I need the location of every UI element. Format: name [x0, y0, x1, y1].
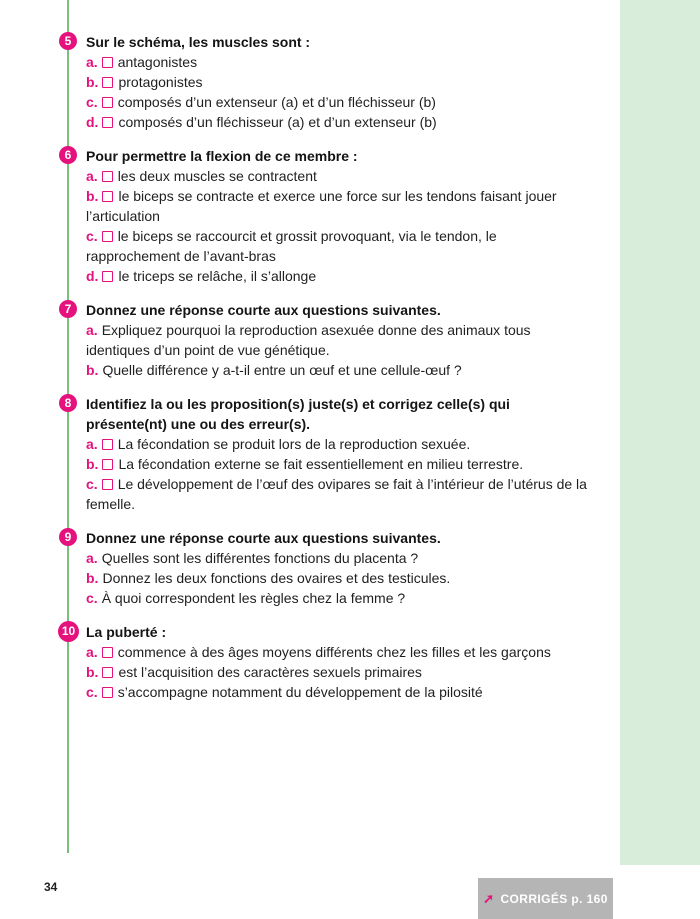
- option-text: protagonistes: [118, 74, 203, 90]
- right-green-band: [620, 0, 700, 919]
- option-letter: c.: [86, 228, 98, 244]
- checkbox-icon[interactable]: [102, 117, 113, 128]
- option-letter: a.: [86, 644, 98, 660]
- option-text: antagonistes: [117, 54, 198, 70]
- option-text: La fécondation se produit lors de la reproduction sexuée.: [117, 436, 471, 452]
- question-title: Pour permettre la flexion de ce membre :: [86, 148, 358, 164]
- arrow-up-right-icon: ➚: [483, 890, 495, 906]
- option-letter: c.: [86, 476, 98, 492]
- checkbox-icon[interactable]: [102, 667, 113, 678]
- option-letter: b.: [86, 664, 99, 680]
- question-number-badge: 6: [59, 146, 77, 164]
- checkbox-icon[interactable]: [102, 77, 113, 88]
- checkbox-icon[interactable]: [102, 479, 113, 490]
- item-letter: b.: [86, 570, 99, 586]
- checkbox-icon[interactable]: [102, 271, 113, 282]
- option-letter: a.: [86, 54, 98, 70]
- option-text: commence à des âges moyens différents chez les filles et les garçons: [117, 644, 551, 660]
- option-c[interactable]: [86, 226, 594, 266]
- sub-question-a: [86, 320, 594, 360]
- item-letter: a.: [86, 322, 98, 338]
- option-letter: b.: [86, 74, 99, 90]
- option-text: le triceps se relâche, il s’allonge: [118, 268, 317, 284]
- option-letter: b.: [86, 188, 99, 204]
- checkbox-icon[interactable]: [102, 439, 113, 450]
- option-text: les deux muscles se contractent: [117, 168, 317, 184]
- option-d[interactable]: [86, 112, 594, 132]
- option-b[interactable]: [86, 186, 594, 226]
- checkbox-icon[interactable]: [102, 647, 113, 658]
- checkbox-icon[interactable]: [102, 97, 113, 108]
- sub-question-b: [86, 360, 594, 380]
- question-number-badge: 10: [58, 621, 79, 642]
- option-c[interactable]: [86, 474, 594, 514]
- option-letter: a.: [86, 436, 98, 452]
- option-c[interactable]: [86, 682, 594, 702]
- question-title: Donnez une réponse courte aux questions suivantes.: [86, 530, 441, 546]
- page-number: 34: [44, 880, 58, 894]
- question-10: [59, 622, 594, 702]
- corriges-label: CORRIGÉS p. 160: [500, 891, 608, 906]
- option-text: le biceps se contracte et exerce une force sur les tendons faisant jouer l’articulation: [86, 188, 557, 224]
- checkbox-icon[interactable]: [102, 231, 113, 242]
- option-text: Le développement de l’œuf des ovipares se fait à l’intérieur de l’utérus de la femelle.: [86, 476, 587, 512]
- item-letter: b.: [86, 362, 99, 378]
- option-text: le biceps se raccourcit et grossit provoquant, via le tendon, le rapprochement de l’avant-bras: [86, 228, 497, 264]
- question-number-badge: 9: [59, 528, 77, 546]
- question-number-badge: 8: [59, 394, 77, 412]
- option-letter: b.: [86, 456, 99, 472]
- question-7: [59, 300, 594, 380]
- question-title: La puberté :: [86, 624, 167, 640]
- question-number-badge: 7: [59, 300, 77, 318]
- option-text: composés d’un extenseur (a) et d’un fléchisseur (b): [117, 94, 436, 110]
- item-text: À quoi correspondent les règles chez la femme ?: [101, 590, 406, 606]
- option-letter: c.: [86, 94, 98, 110]
- option-text: est l’acquisition des caractères sexuels primaires: [118, 664, 422, 680]
- checkbox-icon[interactable]: [102, 459, 113, 470]
- question-title: Donnez une réponse courte aux questions suivantes.: [86, 302, 441, 318]
- option-letter: d.: [86, 268, 99, 284]
- option-a[interactable]: [86, 642, 594, 662]
- option-a[interactable]: [86, 434, 594, 454]
- option-b[interactable]: [86, 454, 594, 474]
- option-letter: d.: [86, 114, 99, 130]
- question-5: [59, 32, 594, 132]
- option-a[interactable]: [86, 166, 594, 186]
- option-d[interactable]: [86, 266, 594, 286]
- option-text: s’accompagne notamment du développement de la pilosité: [117, 684, 483, 700]
- sub-question-b: [86, 568, 594, 588]
- questions-container: [59, 32, 594, 716]
- item-text: Quelles sont les différentes fonctions du placenta ?: [101, 550, 419, 566]
- sub-question-c: [86, 588, 594, 608]
- item-letter: a.: [86, 550, 98, 566]
- question-title: Sur le schéma, les muscles sont :: [86, 34, 311, 50]
- option-text: composés d’un fléchisseur (a) et d’un extenseur (b): [118, 114, 437, 130]
- option-c[interactable]: [86, 92, 594, 112]
- question-8: [59, 394, 594, 514]
- checkbox-icon[interactable]: [102, 57, 113, 68]
- item-text: Expliquez pourquoi la reproduction asexuée donne des animaux tous identiques d’un point de vue génétique.: [86, 322, 531, 358]
- question-9: [59, 528, 594, 608]
- option-letter: c.: [86, 684, 98, 700]
- item-text: Donnez les deux fonctions des ovaires et des testicules.: [102, 570, 451, 586]
- checkbox-icon[interactable]: [102, 687, 113, 698]
- sub-question-a: [86, 548, 594, 568]
- option-b[interactable]: [86, 72, 594, 92]
- question-title: Identifiez la ou les proposition(s) juste(s) et corrigez celle(s) qui présente(nt) une ou des erreur(s).: [86, 396, 510, 432]
- checkbox-icon[interactable]: [102, 191, 113, 202]
- option-letter: a.: [86, 168, 98, 184]
- option-a[interactable]: [86, 52, 594, 72]
- question-6: [59, 146, 594, 286]
- option-text: La fécondation externe se fait essentiellement en milieu terrestre.: [118, 456, 524, 472]
- checkbox-icon[interactable]: [102, 171, 113, 182]
- corriges-link[interactable]: [478, 878, 613, 919]
- item-letter: c.: [86, 590, 98, 606]
- option-b[interactable]: [86, 662, 594, 682]
- item-text: Quelle différence y a-t-il entre un œuf et une cellule-œuf ?: [102, 362, 462, 378]
- question-number-badge: 5: [59, 32, 77, 50]
